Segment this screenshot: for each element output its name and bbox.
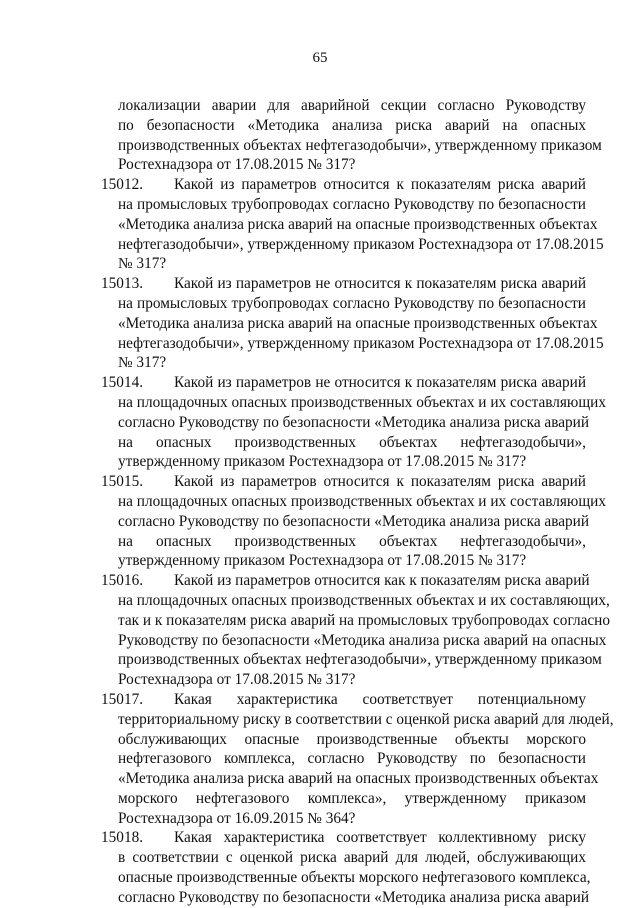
text-line: на площадочных опасных производственных объектах и их составляющих,	[118, 591, 610, 609]
text-line: № 317?	[118, 354, 167, 372]
text-line: утвержденному приказом Ростехнадзора от 17.08.2015 № 317?	[118, 453, 527, 471]
text-line: по безопасности «Методика анализа риска аварий на опасных	[118, 116, 586, 134]
text-line: утвержденному приказом Ростехнадзора от 17.08.2015 № 317?	[118, 552, 527, 570]
question-15016	[101, 571, 590, 591]
question-15013	[101, 274, 586, 294]
text-line: на промысловых трубопроводах согласно Руководству по безопасности	[118, 195, 586, 213]
text-line: «Методика анализа риска аварий на опасные производственных объектах	[118, 215, 598, 233]
text-line: Ростехнадзора от 16.09.2015 № 364?	[118, 809, 356, 827]
question-15017	[101, 690, 586, 710]
question-number: 15014.	[101, 374, 144, 392]
text-line: локализации аварии для аварийной секции согласно Руководству	[118, 97, 586, 114]
question-15014	[101, 373, 586, 393]
question-number: 15015.	[101, 473, 144, 491]
text-line: № 317?	[118, 255, 167, 273]
text-line: нефтегазодобычи», утвержденному приказом Ростехнадзора от 17.08.2015	[118, 235, 604, 253]
question-first-line: Какая характеристика соответствует потенциальному	[174, 690, 586, 708]
text-line: Руководству по безопасности «Методика анализа риска аварий на опасных	[118, 631, 607, 649]
text-line: на опасных производственных объектах нефтегазодобычи»,	[118, 532, 586, 550]
text-line: на промысловых трубопроводах согласно Руководству по безопасности	[118, 294, 586, 312]
question-number: 15018.	[101, 829, 144, 847]
text-line: на площадочных опасных производственных объектах и их составляющих	[118, 492, 606, 510]
text-line: «Методика анализа риска аварий на опасных производственных объектах	[118, 770, 599, 788]
question-15018	[101, 828, 586, 848]
question-15012	[101, 175, 586, 195]
question-first-line: Какой из параметров относится к показателям риска аварий	[174, 176, 586, 194]
page-number: 65	[312, 50, 328, 66]
question-number: 15017.	[101, 690, 144, 708]
text-line: на площадочных опасных производственных объектах и их составляющих	[118, 393, 606, 411]
text-line: морского нефтегазового комплекса», утвержденному приказом	[118, 789, 586, 807]
text-line: нефтегазового комплекса, согласно Руководству по безопасности	[118, 750, 586, 768]
question-15015	[101, 472, 586, 492]
text-line: «Методика анализа риска аварий на опасные производственных объектах	[118, 314, 598, 332]
question-first-line: Какой из параметров не относится к показателям риска аварий	[174, 275, 586, 293]
text-line: согласно Руководству по безопасности «Методика анализа риска аварий	[118, 512, 590, 530]
text-line: производственных объектах нефтегазодобычи», утвержденному приказом	[118, 136, 602, 154]
question-first-line: Какая характеристика соответствует коллективному риску	[174, 829, 586, 847]
text-line: производственных объектах нефтегазодобычи», утвержденному приказом	[118, 651, 602, 669]
question-number: 15013.	[101, 275, 144, 293]
text-line: в соответствии с оценкой риска аварий для людей, обслуживающих	[118, 849, 586, 867]
question-first-line: Какой из параметров относится как к показателям риска аварий	[174, 572, 590, 590]
text-line: опасные производственные объекты морского нефтегазового комплекса,	[118, 869, 591, 887]
page-content	[101, 96, 614, 908]
text-line: на опасных производственных объектах нефтегазодобычи»,	[118, 433, 586, 451]
question-first-line: Какой из параметров относится к показателям риска аварий	[174, 473, 586, 491]
text-line: согласно Руководству по безопасности «Методика анализа риска аварий	[118, 413, 590, 431]
question-number: 15012.	[101, 176, 144, 194]
text-line: Ростехнадзора от 17.08.2015 № 317?	[118, 671, 356, 689]
question-number: 15016.	[101, 572, 144, 590]
text-line: Ростехнадзора от 17.08.2015 № 317?	[118, 156, 356, 174]
text-line: согласно Руководству по безопасности «Методика анализа риска аварий	[118, 888, 590, 906]
text-line: нефтегазодобычи», утвержденному приказом Ростехнадзора от 17.08.2015	[118, 334, 604, 352]
text-line: так и к показателям риска аварий на промысловых трубопроводах согласно	[118, 611, 611, 629]
text-line: территориальному риску в соответствии с оценкой риска аварий для людей,	[118, 710, 614, 728]
question-first-line: Какой из параметров не относится к показателям риска аварий	[174, 374, 586, 392]
text-line: обслуживающих опасные производственные объекты морского	[118, 730, 586, 748]
